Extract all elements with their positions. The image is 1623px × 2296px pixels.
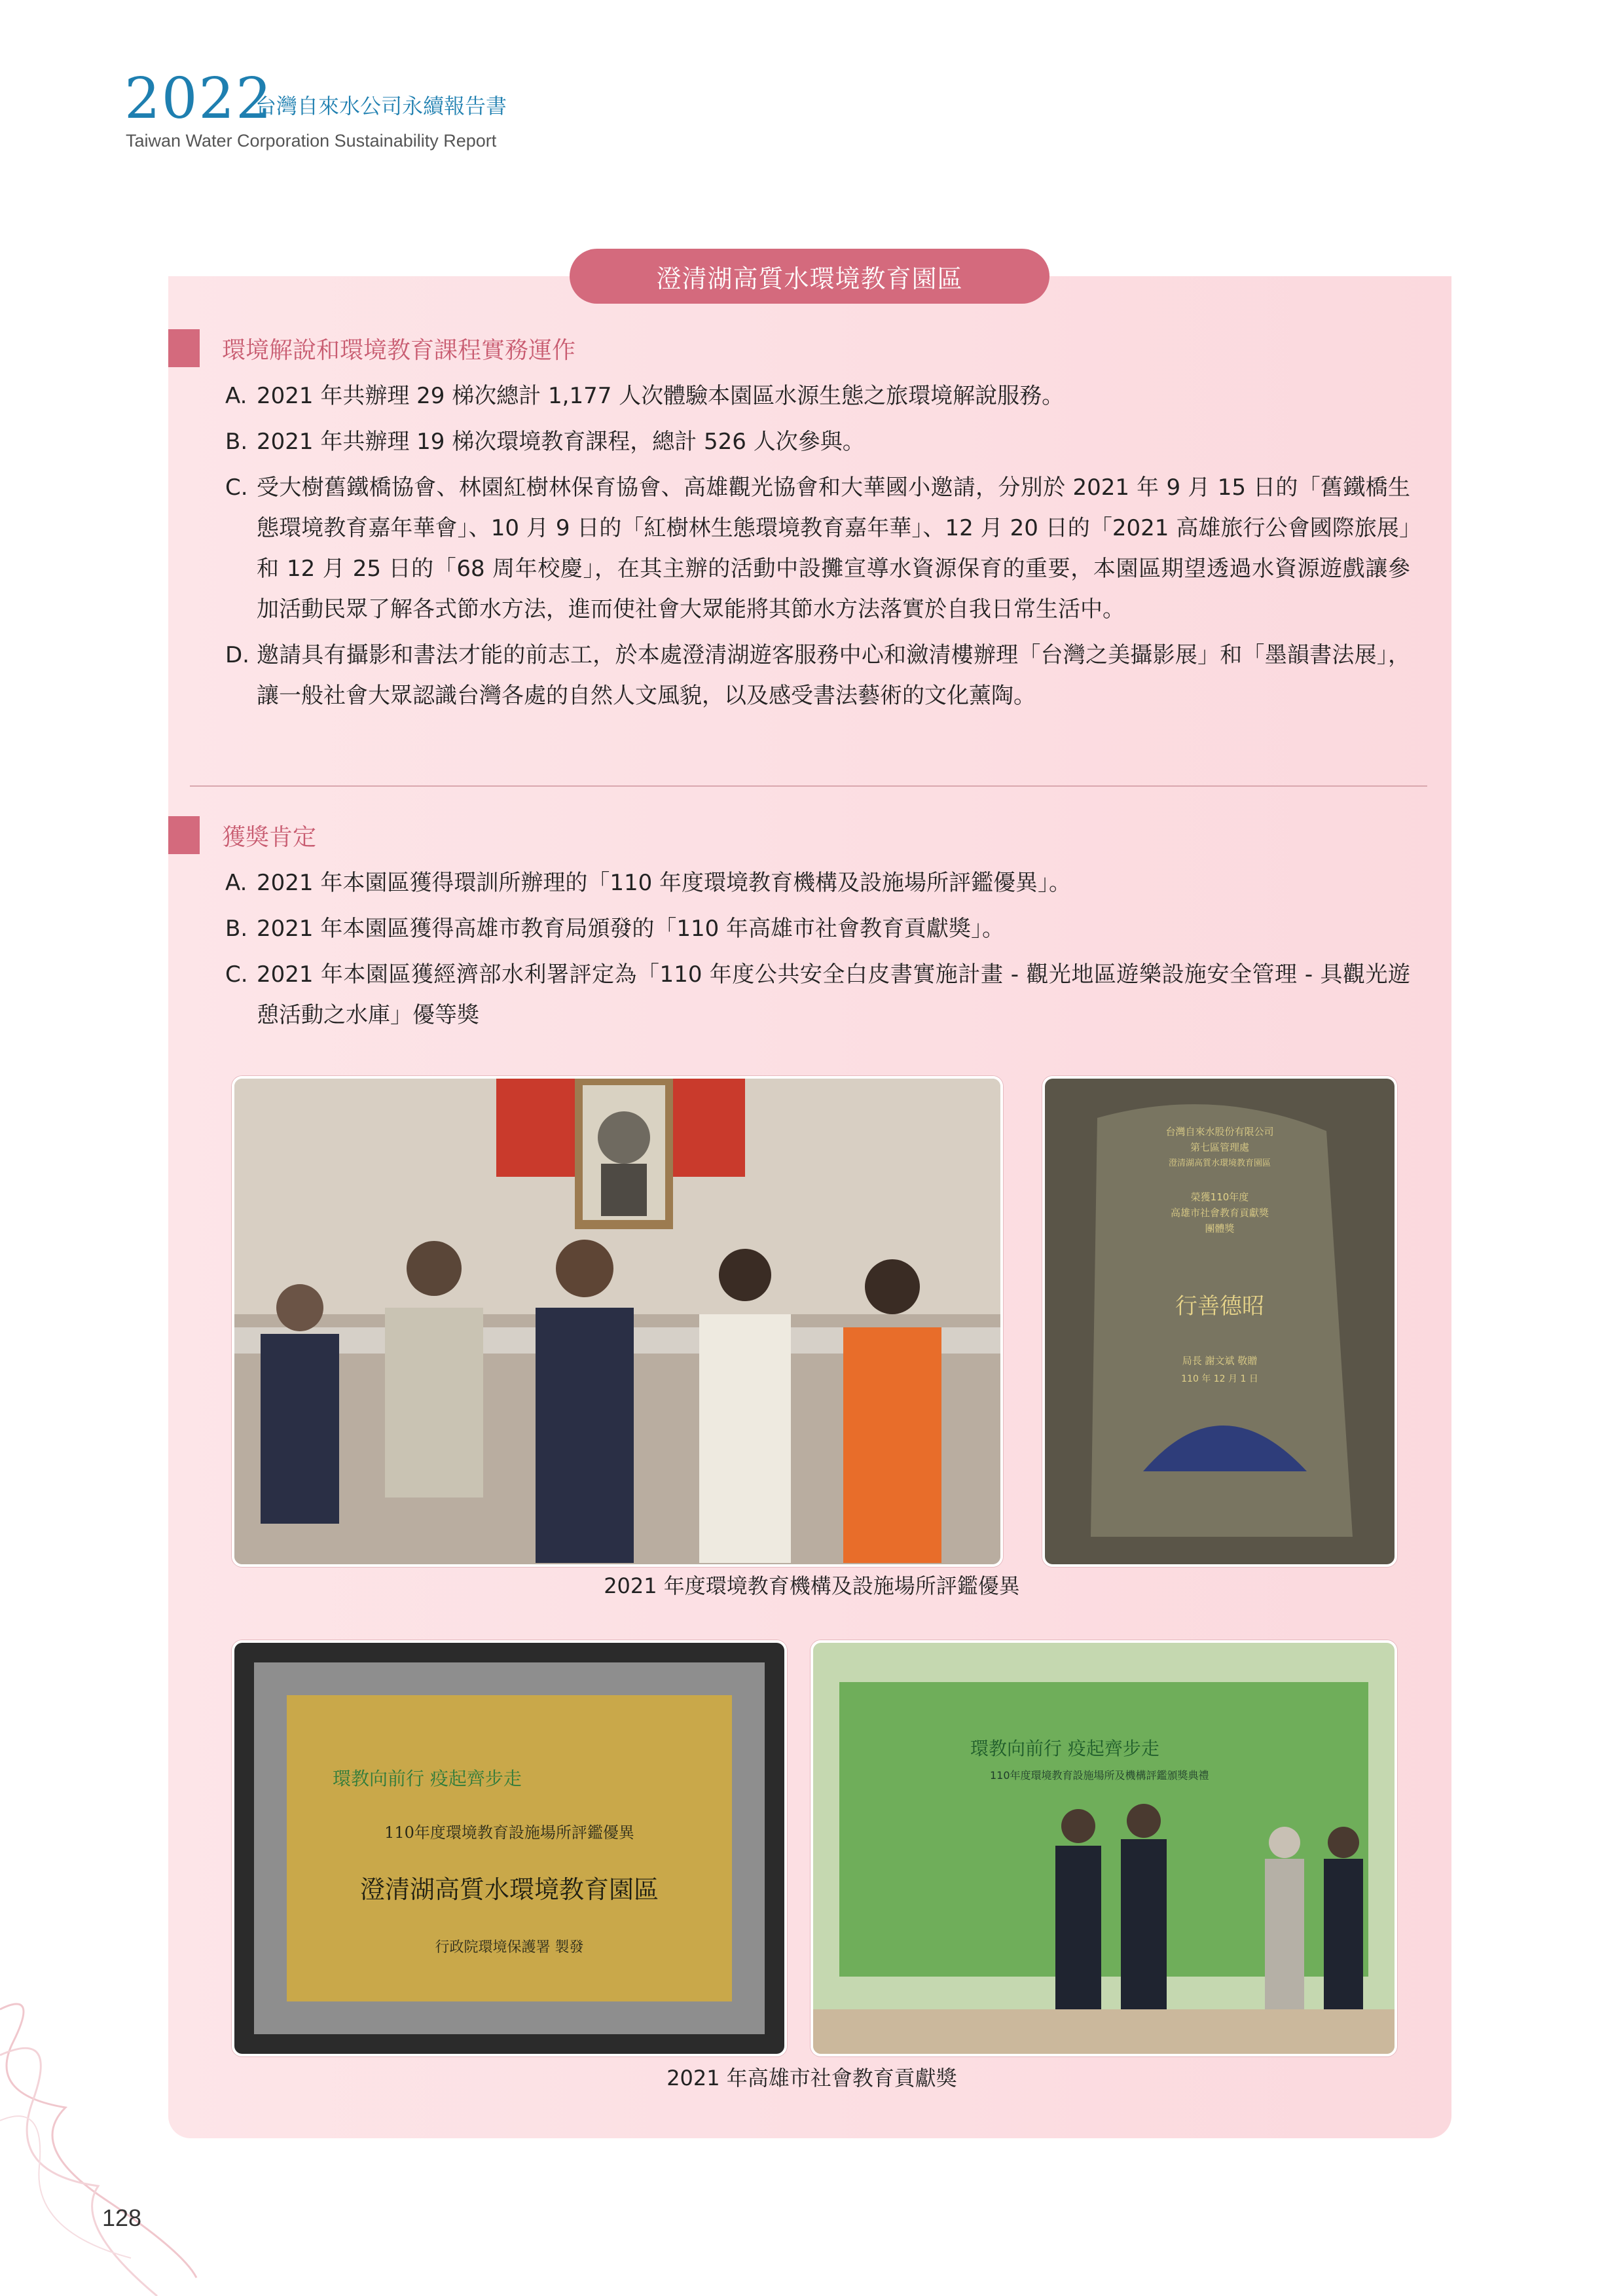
- trophy-photo: [1042, 1076, 1397, 1567]
- plaque-issuer: 行政院環境保護署 製發: [435, 1939, 584, 1956]
- list-item: B. 2021 年本園區獲得高雄市教育局頒發的「110 年高雄市社會教育貢獻獎」。: [225, 916, 1005, 942]
- list-item: A. 2021 年本園區獲得環訓所辦理的「110 年度環境教育機構及設施場所評鑑優異」。: [225, 870, 1072, 896]
- stage-slogan: 環教向前行 疫起齊步走: [970, 1738, 1159, 1759]
- list-item: A. 2021 年共辦理 29 梯次總計 1,177 人次體驗本園區水源生態之旅環境解說服務。: [225, 383, 1065, 409]
- stage-subtitle: 110年度環境教育設施場所及機構評鑑頒獎典禮: [990, 1769, 1209, 1782]
- report-subtitle: Taiwan Water Corporation Sustainability Report: [126, 131, 497, 151]
- section-divider: [190, 785, 1427, 787]
- plaque-line2: 澄清湖高質水環境教育園區: [359, 1875, 659, 1904]
- plaque-photo: [232, 1640, 787, 2056]
- plaque-line1: 110年度環境教育設施場所評鑑優異: [384, 1823, 634, 1842]
- photo-caption-2: 2021 年高雄市社會教育貢獻獎: [666, 2066, 957, 2090]
- trophy-motto: 行善德昭: [1175, 1293, 1264, 1319]
- trophy-honor3: 團體獎: [1205, 1223, 1235, 1234]
- list-item: C. 2021 年本園區獲經濟部水利署評定為「110 年度公共安全白皮書實施計畫 - 觀光地區遊樂設施安全管理 - 具觀光遊憩活動之水庫」優等獎: [225, 961, 1410, 1028]
- trophy-signer: 局長 謝文斌 敬贈: [1182, 1355, 1258, 1367]
- section-title: 環境解說和環境教育課程實務運作: [222, 336, 576, 364]
- decorative-swirl: [0, 1950, 236, 2296]
- plaque-slogan: 環教向前行 疫起齊步走: [333, 1768, 522, 1789]
- trophy-date: 110 年 12 月 1 日: [1181, 1374, 1258, 1384]
- section-heading-awards: [168, 816, 316, 855]
- report-title: 台灣自來水公司永續報告書: [255, 94, 507, 118]
- list-item: C. 受大樹舊鐵橋協會、林園紅樹林保育協會、高雄觀光協會和大華國小邀請，分別於 2021 年 9 月 15 日的「舊鐵橋生態環境教育嘉年華會」、10 月 9 日的「紅樹林生態環境教育嘉年華」、12 月 20 日的「2021 高雄旅行公會國際旅展」和 12 月 25 日的「68 周年校慶」，在其主辦的活動中設攤宣導水資源保育的重要，本園區期望透過水資源遊戲讓參加活動民眾了解各式節水方法，進而使社會大眾能將其節水方法落實於自我日常生活中。: [225, 475, 1410, 622]
- section2-list: [225, 863, 1410, 1041]
- list-item: B. 2021 年共辦理 19 梯次環境教育課程，總計 526 人次參與。: [225, 429, 865, 455]
- trophy-honor1: 榮獲110年度: [1190, 1191, 1249, 1203]
- trophy-org: 台灣自來水股份有限公司: [1165, 1126, 1274, 1138]
- list-item: D. 邀請具有攝影和書法才能的前志工，於本處澄清湖遊客服務中心和瀲清樓辦理「台灣之美攝影展」和「墨韻書法展」，讓一般社會大眾認識台灣各處的自然人文風貌，以及感受書法藝術的文化薰陶。: [225, 642, 1410, 709]
- section-heading-interpretation: [168, 329, 575, 368]
- panel-title: 澄清湖高質水環境教育園區: [570, 249, 1049, 304]
- photo-caption-1: 2021 年度環境教育機構及設施場所評鑑優異: [604, 1573, 1020, 1598]
- page-number: 128: [102, 2204, 142, 2231]
- award-ceremony-photo: [232, 1076, 1003, 1567]
- section1-list: [225, 376, 1410, 721]
- section-marker: [168, 329, 200, 367]
- trophy-honor2: 高雄市社會教育貢獻獎: [1170, 1207, 1269, 1219]
- stage-ceremony-photo: [811, 1640, 1397, 2056]
- trophy-unit: 第七區管理處: [1190, 1141, 1249, 1153]
- section-marker: [168, 816, 200, 854]
- trophy-unit2: 澄清湖高質水環境教育園區: [1168, 1158, 1271, 1168]
- report-year: 2022: [124, 66, 273, 132]
- section-title: 獲獎肯定: [222, 823, 317, 851]
